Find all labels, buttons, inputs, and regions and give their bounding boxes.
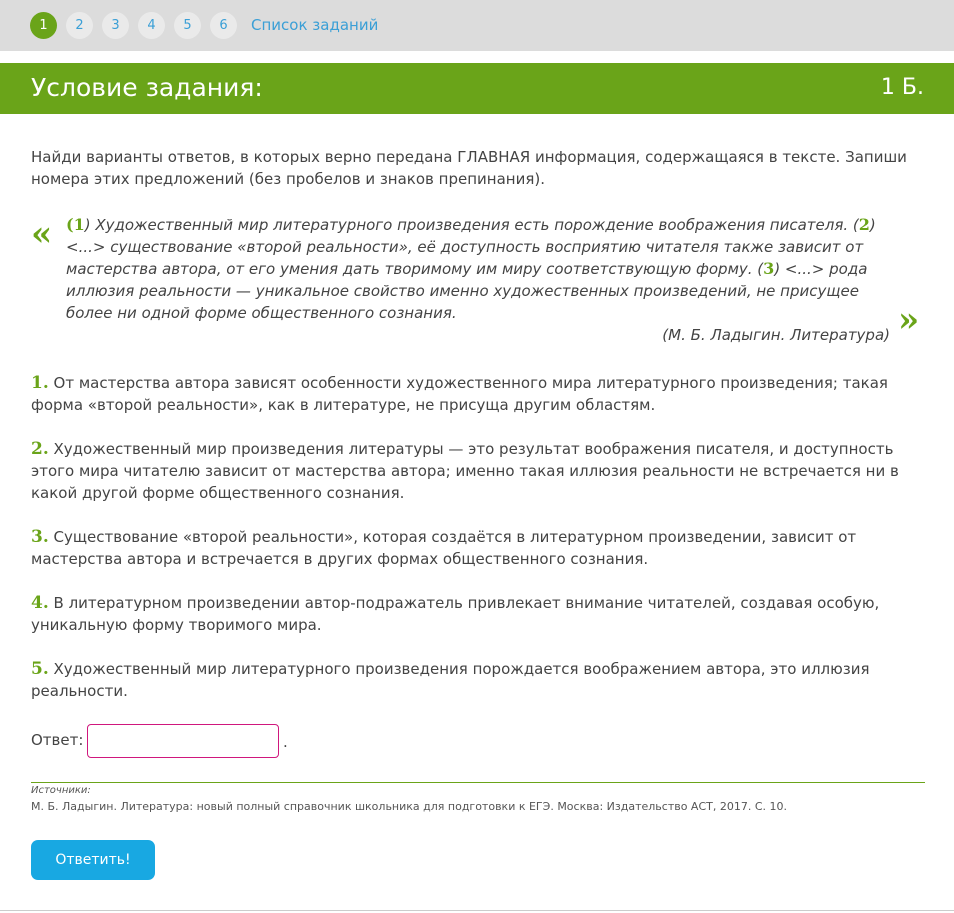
- option-text: В литературном произведении автор-подражатель привлекает внимание читателей, создавая особую, уникальную форму творимого мира.: [31, 594, 880, 634]
- step-5-button[interactable]: 5: [174, 12, 201, 39]
- quote-number-3: 3: [763, 259, 775, 278]
- task-list-link[interactable]: Список заданий: [251, 16, 379, 34]
- sources-label: Источники:: [31, 785, 91, 796]
- quote-number-1: 1: [73, 215, 85, 234]
- option-number: 5.: [31, 659, 49, 679]
- step-6-button[interactable]: 6: [210, 12, 237, 39]
- option-number: 3.: [31, 527, 49, 547]
- option-1: [31, 372, 926, 416]
- option-text: Существование «второй реальности», которая создаётся в литературном произведении, зависит от мастерства автора и встречается в других формах общественного сознания.: [31, 528, 857, 568]
- open-quote-icon: «: [31, 214, 53, 254]
- option-4: [31, 592, 926, 636]
- option-5: [31, 658, 926, 702]
- quote-text: [66, 214, 892, 324]
- task-navigation: [0, 0, 954, 51]
- close-quote-icon: »: [898, 300, 920, 340]
- answer-dot: .: [283, 733, 288, 751]
- option-text: Художественный мир литературного произведения порождается воображением автора, это иллюзия реальности.: [31, 660, 870, 700]
- bottom-divider: [0, 910, 954, 911]
- option-number: 2.: [31, 439, 49, 459]
- quote-sentence-1: ) Художественный мир литературного произведения есть порождение воображения писателя. (: [84, 216, 859, 234]
- quote-sentence-3: ) <...> рода иллюзия реальности — уникальное свойство именно художественных произведений, не присущее более ни одной форме общественного сознания.: [66, 260, 868, 322]
- answer-label: Ответ:: [31, 731, 84, 749]
- task-instruction: Найди варианты ответов, в которых верно передана ГЛАВНАЯ информация, содержащаяся в тексте. Запиши номера этих предложений (без пробелов и знаков препинания).: [31, 148, 907, 188]
- task-header: [0, 63, 954, 114]
- sources-text: М. Б. Ладыгин. Литература: новый полный справочник школьника для подготовки к ЕГЭ. Москва: Издательство АСТ, 2017. С. 10.: [31, 800, 788, 813]
- option-3: [31, 526, 926, 570]
- option-text: Художественный мир произведения литературы — это результат воображения писателя, и доступность этого мира читателю зависит от мастерства автора; именно такая иллюзия реальности не встречается ни в какой другой форме общественного сознания.: [31, 440, 899, 502]
- sources-divider: [31, 782, 925, 783]
- quote-sentence-2: ) <...> существование «второй реальности», её доступность восприятию читателя также зависит от мастерства автора, от его умения дать творимому им миру соответствующую форму. (: [66, 216, 876, 278]
- option-text: От мастерства автора зависят особенности художественного мира литературного произведения; такая форма «второй реальности», как в литературе, не присуща другим областям.: [31, 374, 888, 414]
- page-title: Условие задания:: [31, 73, 263, 102]
- option-2: [31, 438, 926, 504]
- option-number: 1.: [31, 373, 49, 393]
- quote-paren-1: (: [66, 215, 74, 234]
- step-1-button[interactable]: 1: [30, 12, 57, 39]
- quote-author: (М. Б. Ладыгин. Литература): [662, 326, 890, 344]
- step-3-button[interactable]: 3: [102, 12, 129, 39]
- points-badge: 1 Б.: [880, 75, 924, 100]
- quote-number-2: 2: [858, 215, 870, 234]
- option-number: 4.: [31, 593, 49, 613]
- step-2-button[interactable]: 2: [66, 12, 93, 39]
- answer-input[interactable]: [87, 724, 279, 758]
- submit-button[interactable]: Ответить!: [31, 840, 155, 880]
- step-4-button[interactable]: 4: [138, 12, 165, 39]
